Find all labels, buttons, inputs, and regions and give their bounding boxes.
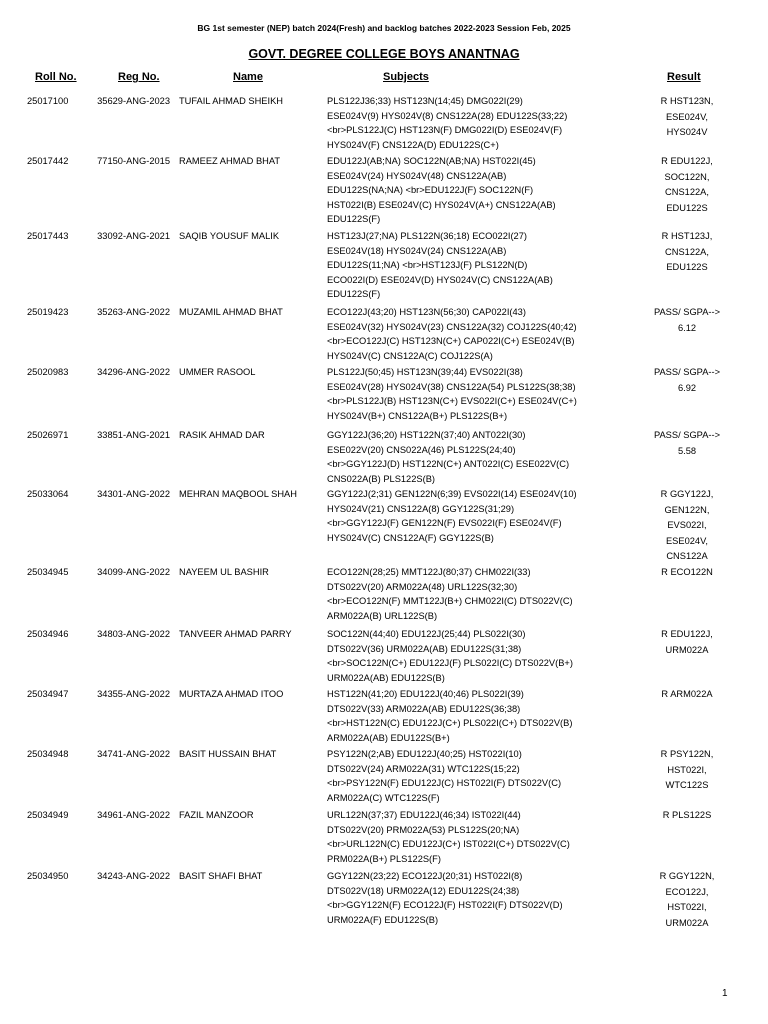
result-line: R PSY122N, — [660, 749, 714, 759]
subjects-line: ARM022A(AB) EDU122S(B+) — [327, 732, 450, 743]
subjects-cell — [327, 365, 627, 423]
result-line: PASS/ SGPA--> — [653, 430, 721, 440]
roll-number: 25017443 — [27, 231, 69, 241]
subjects-cell — [327, 565, 627, 623]
result-line: 6.92 — [677, 382, 697, 393]
subjects-line: URL122N(37;37) EDU122J(46;34) IST022I(44) — [327, 810, 521, 820]
registration-number: 35263-ANG-2022 — [97, 307, 170, 317]
subjects-line: ECO022I(D) ESE024V(D) HYS024V(C) CNS122A(AB) — [327, 274, 553, 285]
subjects-line: DTS022V(20) PRM022A(53) PLS122S(20;NA) — [327, 824, 520, 835]
subjects-line: ECO122N(28;25) MMT122J(80;37) CHM022I(33) — [327, 567, 531, 577]
result-line: PASS/ SGPA--> — [653, 367, 721, 377]
subjects-cell — [327, 627, 627, 685]
result-line: CNS122A, — [665, 187, 709, 198]
subjects-line: HYS024V(C) CNS122A(C) COJ122S(A) — [327, 350, 493, 361]
roll-number: 25017100 — [27, 96, 69, 106]
subjects-cell — [327, 154, 627, 227]
registration-number: 34355-ANG-2022 — [97, 689, 170, 699]
student-name: MUZAMIL AHMAD BHAT — [179, 307, 283, 317]
subjects-line: HYS024V(B+) CNS122A(B+) PLS122S(B+) — [327, 410, 508, 421]
subjects-line: PRM022A(B+) PLS122S(F) — [327, 853, 441, 864]
registration-number-cell — [89, 808, 170, 823]
subjects-line: <br>GGY122J(D) HST122N(C+) ANT022I(C) ESE022V(C) — [327, 459, 570, 469]
registration-number: 34803-ANG-2022 — [97, 629, 170, 639]
result-line: HST022I, — [667, 902, 707, 913]
subjects-line: ESE024V(18) HYS024V(24) CNS122A(AB) — [327, 245, 507, 256]
registration-number: 34296-ANG-2022 — [97, 367, 170, 377]
subjects-line: HST022I(B) ESE024V(C) HYS024V(A+) CNS122A(AB) — [327, 199, 556, 210]
student-name: UMMER RASOOL — [179, 367, 256, 377]
subjects-line: URM022A(F) EDU122S(B) — [327, 914, 439, 925]
column-header-reg: Reg No. — [118, 71, 160, 83]
registration-number-cell — [89, 869, 170, 884]
subjects-cell — [327, 869, 627, 927]
result-line: R GGY122N, — [659, 871, 715, 881]
registration-number-cell — [89, 305, 170, 320]
subjects-line: <br>ECO122N(F) MMT122J(B+) CHM022I(C) DTS022V(C) — [327, 596, 573, 606]
roll-number: 25034947 — [27, 689, 69, 699]
result-line: CNS122A, — [665, 246, 709, 257]
subjects-line: ARM022A(B) URL122S(B) — [327, 610, 438, 621]
student-name: RAMEEZ AHMAD BHAT — [179, 156, 281, 166]
result-cell — [628, 365, 746, 396]
registration-number-cell — [89, 428, 170, 443]
student-name: RASIK AHMAD DAR — [179, 430, 265, 440]
registration-number-cell — [89, 487, 170, 502]
student-name: BASIT SHAFI BHAT — [179, 871, 263, 881]
roll-number: 25033064 — [27, 489, 69, 499]
subjects-line: <br>URL122N(C) EDU122J(C+) IST022I(C+) DTS022V(C) — [327, 839, 570, 849]
subjects-line: PLS122J(50;45) HST123N(39;44) EVS022I(38) — [327, 367, 523, 377]
subjects-line: DTS022V(33) ARM022A(AB) EDU122S(36;38) — [327, 703, 521, 714]
subjects-cell — [327, 229, 627, 302]
result-line: CNS122A — [666, 551, 708, 562]
student-name: MEHRAN MAQBOOL SHAH — [179, 489, 297, 499]
subjects-line: ARM022A(C) WTC122S(F) — [327, 792, 440, 803]
registration-number-cell — [89, 229, 170, 244]
subjects-cell — [327, 808, 627, 866]
registration-number-cell — [89, 94, 170, 109]
result-line: R GGY122J, — [660, 489, 714, 499]
student-name: TANVEER AHMAD PARRY — [179, 629, 292, 639]
result-line: R PLS122S — [662, 810, 712, 820]
result-line: R EDU122J, — [661, 629, 713, 639]
result-line: 6.12 — [677, 322, 697, 333]
result-line: R HST123N, — [660, 96, 714, 106]
registration-number: 35629-ANG-2023 — [97, 96, 170, 106]
result-line: R EDU122J, — [661, 156, 713, 166]
subjects-line: HST123J(27;NA) PLS122N(36;18) ECO022I(27) — [327, 231, 527, 241]
subjects-line: EDU122S(F) — [327, 214, 381, 224]
result-line: HST022I, — [667, 764, 707, 775]
result-line: SOC122N, — [664, 171, 710, 182]
student-name: SAQIB YOUSUF MALIK — [179, 231, 280, 241]
result-line: PASS/ SGPA--> — [653, 307, 721, 317]
subjects-line: PSY122N(2;AB) EDU122J(40;25) HST022I(10) — [327, 749, 522, 759]
result-line: R ARM022A — [661, 689, 713, 699]
registration-number: 77150-ANG-2015 — [97, 156, 170, 166]
result-line: EDU122S — [666, 262, 708, 273]
result-cell — [628, 487, 746, 565]
result-cell — [628, 869, 746, 931]
subjects-line: <br>HST122N(C) EDU122J(C+) PLS022I(C+) DTS022V(B) — [327, 718, 573, 728]
result-line: R ECO122N — [661, 567, 713, 577]
registration-number: 33851-ANG-2021 — [97, 430, 170, 440]
subjects-line: DTS022V(18) URM022A(12) EDU122S(24;38) — [327, 885, 520, 896]
subjects-line: ESE024V(24) HYS024V(48) CNS122A(AB) — [327, 170, 507, 181]
result-cell — [628, 154, 746, 216]
subjects-line: GGY122J(36;20) HST122N(37;40) ANT022I(30) — [327, 430, 526, 440]
subjects-cell — [327, 747, 627, 805]
student-name: BASIT HUSSAIN BHAT — [179, 749, 277, 759]
subjects-line: DTS022V(24) ARM022A(31) WTC122S(15;22) — [327, 763, 520, 774]
subjects-line: HYS024V(C) CNS122A(F) GGY122S(B) — [327, 532, 494, 543]
subjects-line: <br>ECO122J(C) HST123N(C+) CAP022I(C+) ESE024V(B) — [327, 336, 575, 346]
result-line: ESE024V, — [665, 111, 709, 122]
student-name: MURTAZA AHMAD ITOO — [179, 689, 284, 699]
subjects-line: DTS022V(20) ARM022A(48) URL122S(32;30) — [327, 581, 518, 592]
subjects-line: CNS022A(B) PLS122S(B) — [327, 473, 435, 484]
subjects-line: GGY122J(2;31) GEN122N(6;39) EVS022I(14) ESE024V(10) — [327, 489, 577, 499]
subjects-line: ESE024V(28) HYS024V(38) CNS122A(54) PLS122S(38;38) — [327, 381, 576, 392]
column-header-roll: Roll No. — [35, 71, 77, 83]
subjects-line: GGY122N(23;22) ECO122J(20;31) HST022I(8) — [327, 871, 523, 881]
result-line: 5.58 — [677, 445, 697, 456]
column-header-subjects: Subjects — [383, 71, 429, 83]
student-name: TUFAIL AHMAD SHEIKH — [179, 96, 284, 106]
registration-number: 34741-ANG-2022 — [97, 749, 170, 759]
result-line: R HST123J, — [661, 231, 713, 241]
roll-number: 25034949 — [27, 810, 69, 820]
registration-number: 33092-ANG-2021 — [97, 231, 170, 241]
subjects-line: EDU122S(F) — [327, 289, 381, 299]
subjects-cell — [327, 687, 627, 745]
subjects-line: EDU122S(11;NA) <br>HST123J(F) PLS122N(D) — [327, 260, 528, 270]
subjects-line: ECO122J(43;20) HST123N(56;30) CAP022I(43) — [327, 307, 526, 317]
result-line: EVS022I, — [667, 520, 707, 531]
subjects-line: ESE022V(20) CNS022A(46) PLS122S(24;40) — [327, 444, 516, 455]
result-line: ESE024V, — [665, 535, 709, 546]
subjects-line: HYS024V(21) CNS122A(8) GGY122S(31;29) — [327, 503, 515, 514]
roll-number: 25026971 — [27, 430, 69, 440]
result-cell — [628, 565, 746, 581]
registration-number-cell — [89, 747, 170, 762]
subjects-line: SOC122N(44;40) EDU122J(25;44) PLS022I(30) — [327, 629, 526, 639]
subjects-line: HYS024V(F) CNS122A(D) EDU122S(C+) — [327, 139, 499, 150]
result-cell — [628, 305, 746, 336]
registration-number-cell — [89, 687, 170, 702]
result-line: HYS024V — [666, 127, 708, 138]
subjects-line: URM022A(AB) EDU122S(B) — [327, 672, 445, 683]
subjects-cell — [327, 305, 627, 363]
result-cell — [628, 747, 746, 794]
roll-number: 25019423 — [27, 307, 69, 317]
result-cell — [628, 808, 746, 824]
subjects-line: <br>SOC122N(C+) EDU122J(F) PLS022I(C) DTS022V(B+) — [327, 658, 573, 668]
page-number: 1 — [722, 988, 728, 999]
result-cell — [628, 229, 746, 276]
roll-number: 25034950 — [27, 871, 69, 881]
student-name: FAZIL MANZOOR — [179, 810, 254, 820]
registration-number-cell — [89, 154, 170, 169]
subjects-line: <br>PSY122N(F) EDU122J(C) HST022I(F) DTS022V(C) — [327, 778, 562, 788]
registration-number-cell — [89, 365, 170, 380]
registration-number: 34961-ANG-2022 — [97, 810, 170, 820]
column-header-result: Result — [667, 71, 701, 83]
roll-number: 25017442 — [27, 156, 69, 166]
subjects-line: ESE024V(9) HYS024V(8) CNS122A(28) EDU122S(33;22) — [327, 110, 568, 121]
subjects-line: <br>PLS122J(B) HST123N(C+) EVS022I(C+) ESE024V(C+) — [327, 396, 577, 406]
registration-number: 34243-ANG-2022 — [97, 871, 170, 881]
subjects-line: <br>PLS122J(C) HST123N(F) DMG022I(D) ESE024V(F) — [327, 125, 563, 135]
result-cell — [628, 687, 746, 703]
result-cell — [628, 428, 746, 459]
result-line: EDU122S — [666, 202, 708, 213]
result-line: ECO122J, — [665, 886, 709, 897]
roll-number: 25034948 — [27, 749, 69, 759]
subjects-line: <br>GGY122N(F) ECO122J(F) HST022I(F) DTS022V(D) — [327, 900, 563, 910]
result-line: GEN122N, — [664, 504, 710, 515]
student-name: NAYEEM UL BASHIR — [179, 567, 269, 577]
registration-number: 34301-ANG-2022 — [97, 489, 170, 499]
roll-number: 25020983 — [27, 367, 69, 377]
registration-number-cell — [89, 627, 170, 642]
subjects-line: HST122N(41;20) EDU122J(40;46) PLS022I(39) — [327, 689, 524, 699]
subjects-line: EDU122S(NA;NA) <br>EDU122J(F) SOC122N(F) — [327, 185, 534, 195]
registration-number-cell — [89, 565, 170, 580]
result-line: URM022A — [665, 644, 709, 655]
result-line: URM022A — [665, 917, 709, 928]
subjects-line: <br>GGY122J(F) GEN122N(F) EVS022I(F) ESE024V(F) — [327, 518, 562, 528]
subjects-cell — [327, 428, 627, 486]
result-cell — [628, 627, 746, 658]
exam-session-heading: BG 1st semester (NEP) batch 2024(Fresh) and backlog batches 2022-2023 Session Feb, 2025 — [197, 23, 571, 33]
subjects-line: DTS022V(36) URM022A(AB) EDU122S(31;38) — [327, 643, 522, 654]
subjects-cell — [327, 487, 627, 545]
roll-number: 25034945 — [27, 567, 69, 577]
college-title: GOVT. DEGREE COLLEGE BOYS ANANTNAG — [248, 47, 520, 61]
registration-number: 34099-ANG-2022 — [97, 567, 170, 577]
subjects-line: EDU122J(AB;NA) SOC122N(AB;NA) HST022I(45) — [327, 156, 536, 166]
roll-number: 25034946 — [27, 629, 69, 639]
result-cell — [628, 94, 746, 141]
subjects-line: ESE024V(32) HYS024V(23) CNS122A(32) COJ122S(40;42) — [327, 321, 577, 332]
result-line: WTC122S — [665, 780, 709, 791]
subjects-cell — [327, 94, 627, 152]
subjects-line: PLS122J36;33) HST123N(14;45) DMG022I(29) — [327, 96, 523, 106]
column-header-name: Name — [233, 71, 263, 83]
